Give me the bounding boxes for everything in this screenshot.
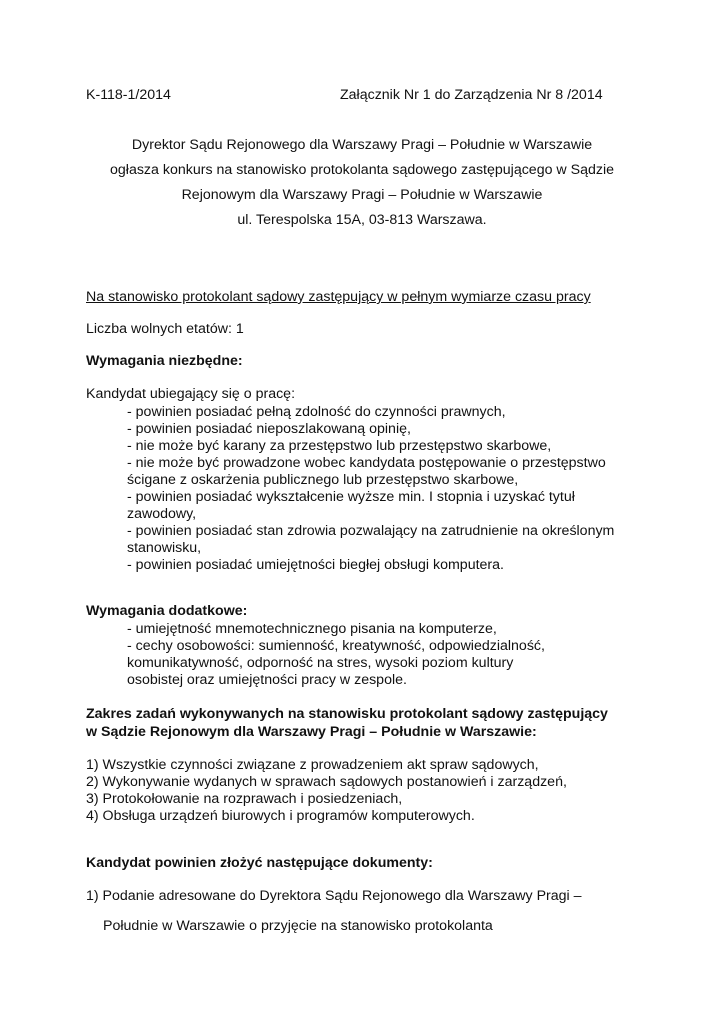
list-item: - powinien posiadać umiejętności biegłej obsługi komputera. xyxy=(127,557,504,573)
duties-list xyxy=(86,757,567,825)
documents-item-1-line-2: Południe w Warszawie o przyjęcie na stanowisko protokolanta xyxy=(103,918,493,934)
list-item: 2) Wykonywanie wydanych w sprawach sądowych postanowień i zarządzeń, xyxy=(86,774,567,790)
list-item: - powinien posiadać pełną zdolność do czynności prawnych, xyxy=(127,404,506,420)
list-item: komunikatywność, odporność na stres, wysoki poziom kultury xyxy=(127,655,514,671)
list-item: zawodowy, xyxy=(127,506,197,522)
announcement-line-4: ul. Terespolska 15A, 03-813 Warszawa. xyxy=(237,212,487,228)
reference-number: K-118-1/2014 xyxy=(86,87,171,103)
list-item: 1) Wszystkie czynności związane z prowadzeniem akt spraw sądowych, xyxy=(86,757,539,773)
list-item: - nie może być karany za przestępstwo lub przestępstwo skarbowe, xyxy=(127,438,552,454)
required-intro: Kandydat ubiegający się o pracę: xyxy=(86,386,296,402)
list-item: - umiejętność mnemotechnicznego pisania na komputerze, xyxy=(127,621,497,637)
list-item: 4) Obsługa urządzeń biurowych i programów komputerowych. xyxy=(86,808,475,824)
vacancy-count: Liczba wolnych etatów: 1 xyxy=(86,321,244,337)
list-item: - cechy osobowości: sumienność, kreatywność, odpowiedzialność, xyxy=(127,638,545,654)
list-item: - nie może być prowadzone wobec kandydata postępowanie o przestępstwo xyxy=(127,455,606,471)
list-item: 3) Protokołowanie na rozprawach i posiedzeniach, xyxy=(86,791,403,807)
announcement-line-2: ogłasza konkurs na stanowisko protokolanta sądowego zastępującego w Sądzie xyxy=(110,162,614,178)
announcement-line-1: Dyrektor Sądu Rejonowego dla Warszawy Pragi – Południe w Warszawie xyxy=(131,137,593,153)
attachment-note: Załącznik Nr 1 do Zarządzenia Nr 8 /2014 xyxy=(340,87,603,103)
additional-list xyxy=(127,621,545,689)
list-item: - powinien posiadać nieposzlakowaną opinię, xyxy=(127,421,411,437)
duties-heading-line-2: w Sądzie Rejonowym dla Warszawy Pragi – Południe w Warszawie: xyxy=(86,724,537,740)
list-item: - powinien posiadać wykształcenie wyższe min. I stopnia i uzyskać tytuł xyxy=(127,489,575,505)
documents-item-1-line-1: 1) Podanie adresowane do Dyrektora Sądu Rejonowego dla Warszawy Pragi – xyxy=(86,888,582,904)
additional-heading: Wymagania dodatkowe: xyxy=(86,603,248,619)
list-item: stanowisku, xyxy=(127,540,202,556)
required-heading: Wymagania niezbędne: xyxy=(86,353,243,369)
list-item: osobistej oraz umiejętności pracy w zespole. xyxy=(127,672,407,688)
position-title: Na stanowisko protokolant sądowy zastępujący w pełnym wymiarze czasu pracy xyxy=(86,289,591,305)
list-item: ścigane z oskarżenia publicznego lub przestępstwo skarbowe, xyxy=(127,472,519,488)
required-list xyxy=(127,404,614,574)
documents-heading: Kandydat powinien złożyć następujące dokumenty: xyxy=(86,855,433,871)
duties-heading-line-1: Zakres zadań wykonywanych na stanowisku protokolant sądowy zastępujący xyxy=(86,706,608,722)
list-item: - powinien posiadać stan zdrowia pozwalający na zatrudnienie na określonym xyxy=(127,523,615,539)
announcement-line-3: Rejonowym dla Warszawy Pragi – Południe w Warszawie xyxy=(181,187,543,203)
